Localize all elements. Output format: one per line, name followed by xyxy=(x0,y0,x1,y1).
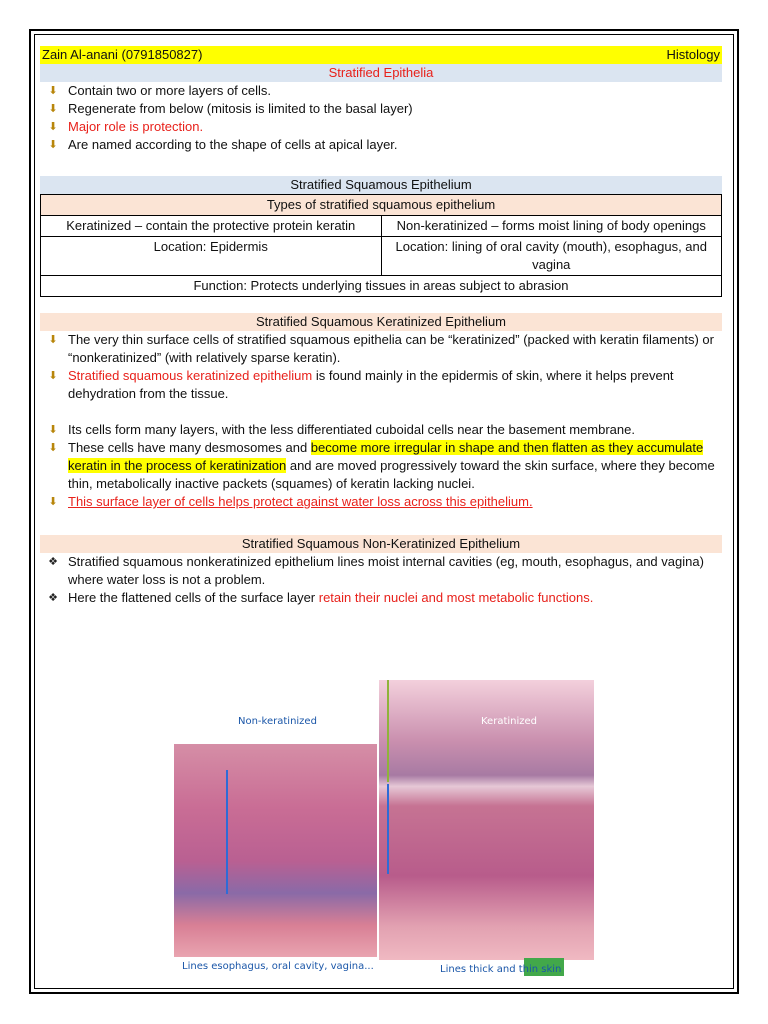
keratinized-label: Keratinized xyxy=(481,716,538,727)
down-arrow-icon xyxy=(46,331,60,349)
thickness-indicator xyxy=(226,770,228,894)
diamond-icon: ❖ xyxy=(48,556,58,568)
nonkeratinized-micrograph xyxy=(174,744,377,957)
down-arrow-icon xyxy=(46,100,60,118)
table-cell: Location: Epidermis xyxy=(41,237,382,276)
author: Zain Al-anani (0791850827) xyxy=(42,47,203,62)
list-item: ❖ Here the flattened cells of the surface layer retain their nuclei and most metabolic functions. xyxy=(40,589,722,607)
list-item: ⬇ The very thin surface cells of stratified squamous epithelia can be “keratinized” (packed with keratin filaments) or “nonkeratinized” (with relatively sparse keratin). xyxy=(40,331,722,367)
document-body xyxy=(40,46,722,607)
keratin-layer-indicator xyxy=(387,680,389,782)
table-cell: Function: Protects underlying tissues in areas subject to abrasion xyxy=(41,276,722,297)
nonkeratinized-list xyxy=(40,553,722,607)
table-title: Types of stratified squamous epithelium xyxy=(41,195,722,216)
down-arrow-icon xyxy=(46,439,60,457)
list-item: ❖ Stratified squamous nonkeratinized epithelium lines moist internal cavities (eg, mouth, esophagus, and vagina) where water loss is not a problem. xyxy=(40,553,722,589)
nonkeratinized-label: Non-keratinized xyxy=(238,716,317,727)
list-item: ⬇ Regenerate from below (mitosis is limited to the basal layer) xyxy=(40,100,722,118)
list-item: ⬇ Are named according to the shape of cells at apical layer. xyxy=(40,136,722,154)
squamous-table xyxy=(40,194,722,297)
keratinized-title: Stratified Squamous Keratinized Epithelium xyxy=(40,313,722,331)
down-arrow-icon xyxy=(46,136,60,154)
list-item: ⬇ Contain two or more layers of cells. xyxy=(40,82,722,100)
nonkeratinized-caption: Lines esophagus, oral cavity, vagina... xyxy=(182,961,374,972)
nonkeratinized-title: Stratified Squamous Non-Keratinized Epithelium xyxy=(40,535,722,553)
squamous-title: Stratified Squamous Epithelium xyxy=(40,176,722,194)
down-arrow-icon xyxy=(46,118,60,136)
list-item: ⬇ Its cells form many layers, with the less differentiated cuboidal cells near the basement membrane. xyxy=(40,421,722,439)
list-item: ⬇ This surface layer of cells helps protect against water loss across this epithelium. xyxy=(40,493,722,511)
list-item: ⬇ Major role is protection. xyxy=(40,118,722,136)
keratinized-list xyxy=(40,331,722,403)
subject: Histology xyxy=(666,47,720,62)
table-cell: Keratinized – contain the protective protein keratin xyxy=(41,216,382,237)
page-title: Stratified Epithelia xyxy=(40,64,722,82)
header-bar xyxy=(40,46,722,64)
down-arrow-icon xyxy=(46,82,60,100)
keratinized-list-2 xyxy=(40,421,722,511)
down-arrow-icon xyxy=(46,421,60,439)
table-cell: Non-keratinized – forms moist lining of body openings xyxy=(381,216,722,237)
histology-figure xyxy=(174,680,594,977)
down-arrow-icon xyxy=(46,493,60,511)
thickness-indicator xyxy=(387,784,389,874)
diamond-icon: ❖ xyxy=(48,592,58,604)
down-arrow-icon xyxy=(46,367,60,385)
intro-list xyxy=(40,82,722,154)
list-item: ⬇ These cells have many desmosomes and become more irregular in shape and then flatten as they accumulate keratin in the process of keratinization and are moved progressively toward the skin surface, where they become thin, metabolically inactive packets (squames) of keratin lacking nuclei. xyxy=(40,439,722,493)
list-item: ⬇ Stratified squamous keratinized epithelium is found mainly in the epidermis of skin, where it helps prevent dehydration from the tissue. xyxy=(40,367,722,403)
keratinized-caption: Lines thick and thin skin xyxy=(440,964,562,975)
table-cell: Location: lining of oral cavity (mouth), esophagus, and vagina xyxy=(381,237,722,276)
